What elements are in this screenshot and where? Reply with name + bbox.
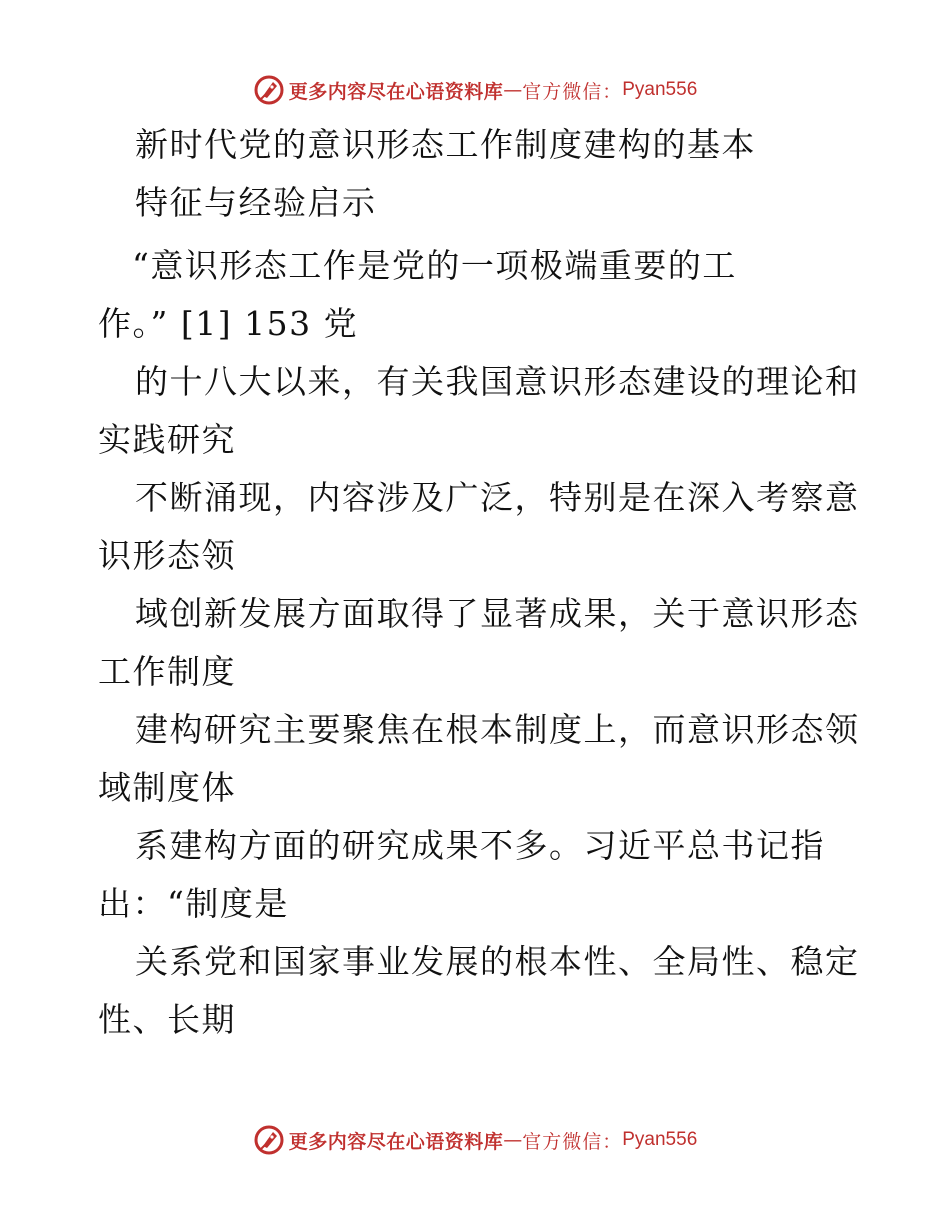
banner-text: 更多内容尽在心语资料库 — [288, 1130, 504, 1153]
text-line: “意识形态工作是党的一项极端重要的工 — [132, 246, 737, 285]
document-title-line-2: 特征与经验启示 — [135, 183, 377, 222]
document-title-line-1: 新时代党的意识形态工作制度建构的基本 — [135, 125, 756, 164]
text-line: 实践研究 — [98, 420, 236, 459]
text-line: 的十八大以来，有关我国意识形态建设的理论和 — [135, 362, 860, 401]
text-line: 建构研究主要聚焦在根本制度上，而意识形态领 — [135, 710, 860, 749]
banner-wechat-label: 官方微信： — [522, 80, 623, 103]
text-line: 不断涌现，内容涉及广泛，特别是在深入考察意 — [135, 478, 860, 517]
banner-dash: — — [503, 1129, 523, 1151]
pen-nib-logo-icon — [253, 1124, 285, 1156]
text-line: 识形态领 — [98, 536, 236, 575]
text-line: 作。” [1] 153 党 — [98, 304, 359, 343]
text-line: 工作制度 — [98, 652, 236, 691]
text-line: 域制度体 — [98, 768, 236, 807]
pen-nib-logo-icon — [253, 74, 285, 106]
text-line: 关系党和国家事业发展的根本性、全局性、稳定 — [135, 942, 860, 981]
text-line: 性、长期 — [98, 1000, 236, 1039]
banner-text: 更多内容尽在心语资料库 — [288, 80, 504, 103]
text-line: 出：“制度是 — [98, 884, 289, 923]
banner-dash: — — [503, 79, 523, 101]
banner-wechat-label: 官方微信： — [522, 1130, 623, 1153]
footer-banner — [0, 1120, 950, 1160]
header-banner — [0, 70, 950, 110]
banner-wechat-id: Pyan556 — [622, 79, 698, 100]
banner-wechat-id: Pyan556 — [622, 1129, 698, 1150]
text-line: 域创新发展方面取得了显著成果，关于意识形态 — [135, 594, 860, 633]
text-line: 系建构方面的研究成果不多。习近平总书记指 — [135, 826, 825, 865]
